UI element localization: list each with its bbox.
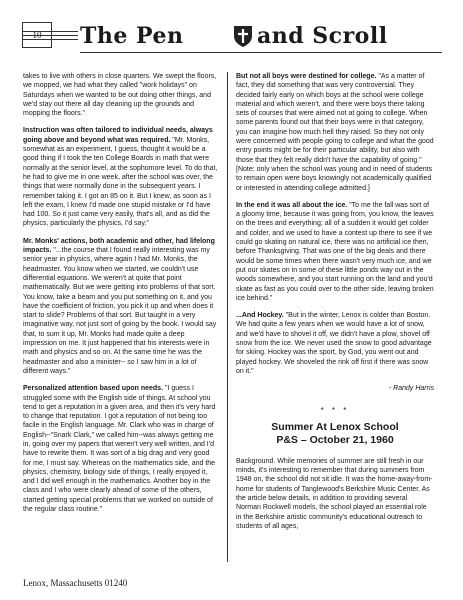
paragraph: In the end it was all about the ice. "To me the fall was sort of a gloomy time, because it was going from, you know, the leaves on the trees and everything; all of a sudden it would get colder and colder, and we used to have a contest up there to see if we could go skating on natural ice, there was no artificial ice then, before Thanksgiving. That was one of the big deals and there would be some times when there wasn't very much ice, and we put our skates on in some of these little ponds way out in the woods somewhere, and you start running on the land and you'd skate as fast as you could over to the other side, leaving broken ice behind." [236,201,434,302]
right-column [236,72,434,539]
paragraph-lead: Instruction was often tailored to individual needs, always going above and beyond what was required. [23,127,213,144]
footer-address: Lenox, Massachusetts 01240 [23,578,128,588]
paragraph-lead: Personalized attention based upon needs. [23,385,164,393]
paragraph: Personalized attention based upon needs. "I guess I struggled some with the English side of things. At school you tend to get a reputation in a given area, and then it's very hard to change that reputation. I got a reputation of not being too facile in the English language. Mr. Clark who was in charge of English--"Snark Clark," we called him--was always getting me in, going over my papers that weren't very well written, and I'd have to rewrite them. It was sort of a big drag and very good for me, I must say. Whereas on the mathematics side, and the physics, chemistry, biology side of things, I really enjoyed it, and I did well enough in the mathematics. Another boy in the class and I who were clearly ahead of some of the others, started getting special problems that we worked on outside of the regular class routine." [23,385,216,514]
paragraph-lead: But not all boys were destined for college. [236,73,377,80]
section-subtitle: P&S – October 21, 1960 [276,433,394,446]
paragraph: ...And Hockey. "But in the winter, Lenox is colder than Boston. We had quite a few years when we would have a lot of snow, and we'd have to shovel it off, we didn't have a plow, shovel off snow from the ice. We never used the snow to good advantage for skiing. Hockey was the sport, by God, you went out and played hockey. We shoveled the rink off first if there was snow on it." [236,312,432,375]
section-separator: * * * [320,405,350,415]
column-divider [227,72,228,562]
masthead-rule [22,39,78,40]
title-right: and Scroll [257,23,388,49]
masthead-underline [80,52,442,53]
paragraph: Instruction was often tailored to individual needs, always going above and beyond what was required. "Mr. Monks, somewhat as an experiment, I guess, thought it would be a good thing if I took the ten College Boards in math that were normally at the senior level, at the sophomore level. To do that, he had to give me in one week, after the school was over, the things that were normally done in the subsequent years. I remember taking it. I got an 85 on it. But I knew, as soon as I left the exam, I knew I'd made one stupid mistake or I'd have had 100. So it just came very easily, that's all, and as did the physics, particularly the physics, I'd say." [23,127,218,228]
paragraph-lead: ...And Hockey. [236,312,284,320]
page-number: 10 [22,22,52,48]
section-title: Summer At Lenox School [271,420,399,433]
paragraph-lead: Mr. Monks' actions, both academic and other, had lifelong impacts. [23,237,215,255]
author-signature: - Randy Harris [388,385,434,393]
paragraph: But not all boys were destined for college. "As a matter of fact, they did something that was very controversial. They decided fairly early on which boys at the school were college material and which weren't, and there were boys there taking sets of courses that were aimed not at going to college. When some parents found out that their boys were in that category, you can imagine how much hell they raised. So they not only were concerned with people going to college and what the good entry points might be for their particular ability, but also with those that they felt really didn't have the capability of going." [Note: only when the school was young and in need of students to remain open were boys knowingly not academically qualified or interested in attending college admitted.] [236,73,434,192]
left-column [23,72,219,522]
section-body: Background. While memories of summer are still fresh in our minds, it's interesting to remember that during summers from 1948 on, the school did not sit idle. It was the home-away-from-home for students of Tanglewood's Berkshire Music Center. As the article below details, in addition to providing several Norman Rockwell models, the school played an essential role in the Berkshire artistic community's educational outreach to students of all ages, [236,457,433,530]
paragraph-lead: In the end it was all about the ice. [236,201,348,209]
paragraph: takes to live with others in close quarters. We swept the floors, we mopped, we had what they called "work holidays" on Saturdays when we wanted to be out doing other things, and we'd stay out there all day cleaning up the grounds and mopping the floors." [23,73,217,118]
masthead-header [0,0,463,58]
newsletter-title [80,22,442,50]
paragraph: Mr. Monks' actions, both academic and other, had lifelong impacts. "...the course that I found really interesting was my senior year in physics, where again I had Mr. Monks, the headmaster. You know when we started, we couldn't use differential equations. We weren't at quite that point mathematically. But we were getting into problems of that sort. You know, take a beam and you put something on it, and you have the coefficient of friction, you pick it up and when does it start to slide? Problems of that sort. But taught in a very imaginative way, not just sort of going by the book. I would say that, to sum it up, Mr. Monks had made quite a deep impression on me. It just happened that his interests were in math and physics and so on. At the same time he was the headmaster and also a minister-- so I saw him in a lot of different ways." [23,237,217,375]
masthead-rule [22,31,78,32]
crest-icon [232,24,254,48]
title-left: The Pen [80,23,184,49]
masthead-rule [22,35,78,36]
